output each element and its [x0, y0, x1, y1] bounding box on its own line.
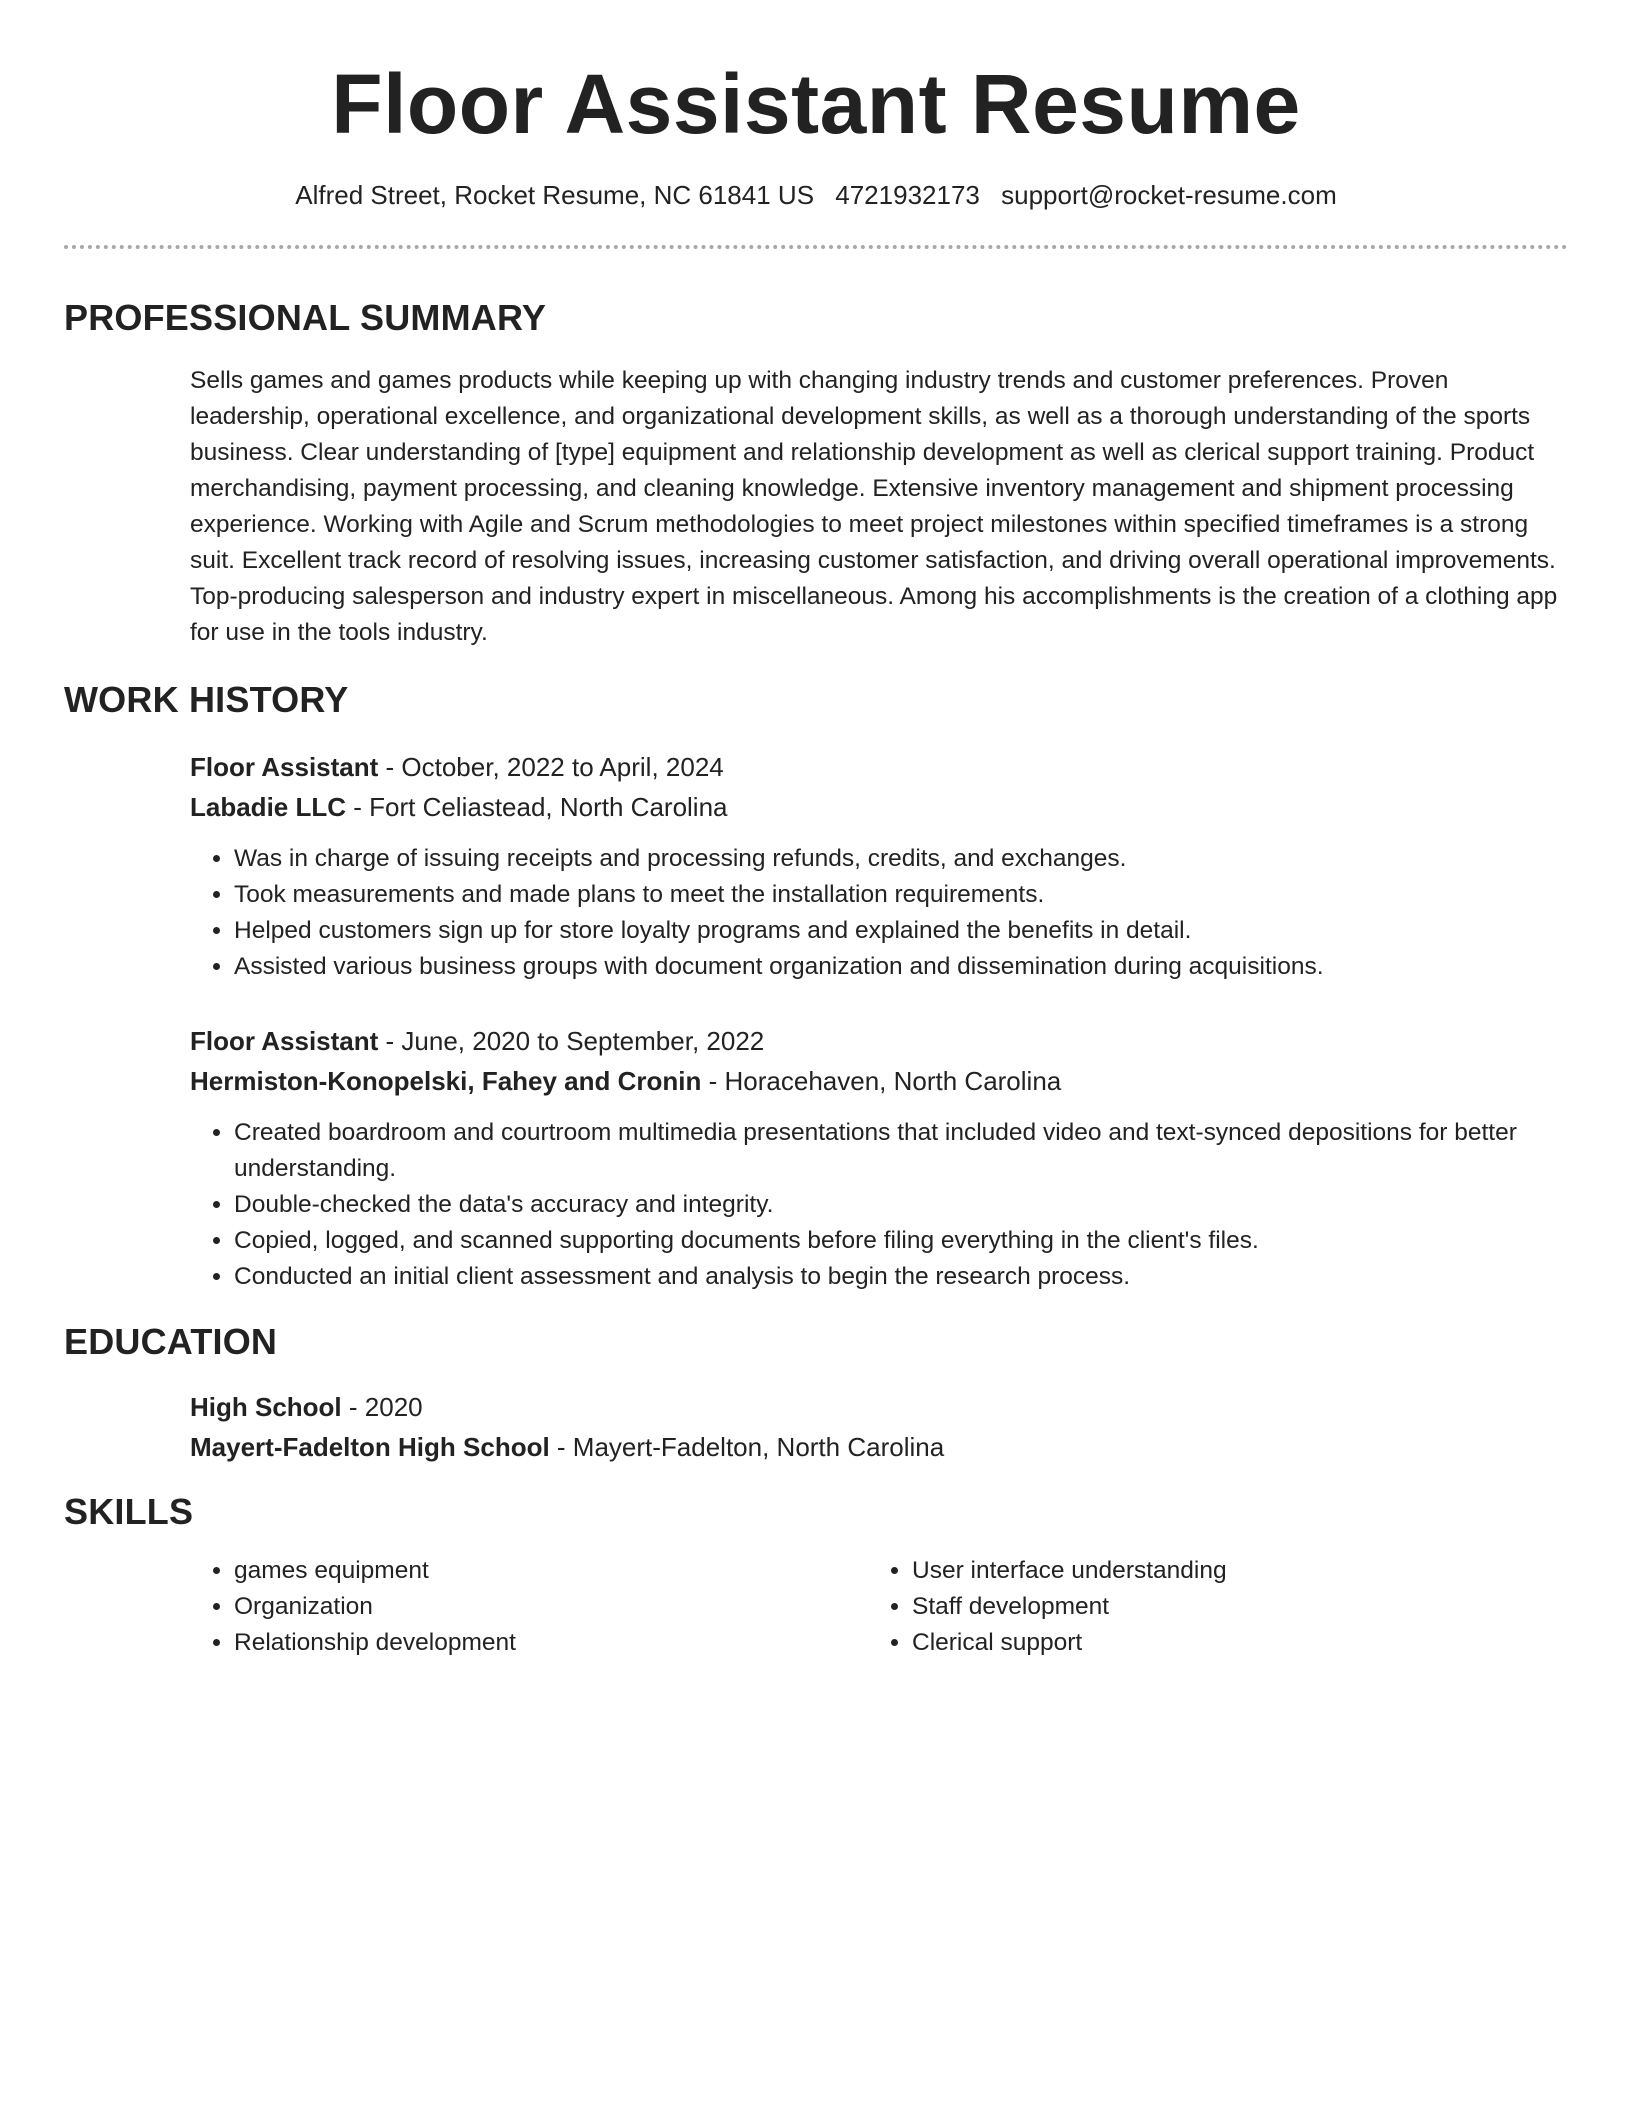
skill-item: • Staff development [912, 1589, 1546, 1625]
job-company: Labadie LLC [190, 792, 347, 822]
job-location: - Horacehaven, North Carolina [701, 1066, 1062, 1096]
job-title: Floor Assistant [190, 1026, 379, 1056]
header-divider [64, 245, 1568, 249]
job-duty: • Copied, logged, and scanned supporting documents before filing everything in the client's files. [234, 1223, 1568, 1259]
skill-item: • Relationship development [234, 1625, 868, 1661]
skills-heading: SKILLS [64, 1491, 194, 1532]
job-company-line [190, 787, 1568, 827]
job-dates: - June, 2020 to September, 2022 [378, 1026, 765, 1056]
work-history-heading: WORK HISTORY [64, 679, 349, 720]
contact-line [64, 180, 1568, 211]
job-company: Hermiston-Konopelski, Fahey and Cronin [190, 1066, 702, 1096]
work-history-list [190, 747, 1568, 1295]
resume-title: Floor Assistant Resume [331, 57, 1301, 151]
skills-column-left [190, 1553, 868, 1661]
job-duty: • Helped customers sign up for store loyalty programs and explained the benefits in detail. [234, 913, 1568, 949]
education-location: - Mayert-Fadelton, North Carolina [549, 1432, 945, 1462]
education-school: Mayert-Fadelton High School [190, 1432, 550, 1462]
job-duties [190, 841, 1568, 985]
job-duty: • Took measurements and made plans to meet the installation requirements. [234, 877, 1568, 913]
job-title-line [190, 747, 1568, 787]
job-duty: • Created boardroom and courtroom multimedia presentations that included video and text-synced depositions for better understanding. [234, 1115, 1568, 1187]
skills-column-right [868, 1553, 1546, 1661]
contact-phone: 4721932173 [835, 180, 980, 210]
education-degree-line [190, 1387, 1568, 1427]
contact-address: Alfred Street, Rocket Resume, NC 61841 US [295, 180, 815, 210]
job-duty: • Double-checked the data's accuracy and integrity. [234, 1187, 1568, 1223]
job-duties [190, 1115, 1568, 1295]
contact-email: support@rocket-resume.com [1001, 180, 1337, 210]
job-company-line [190, 1061, 1568, 1101]
job-entry [190, 747, 1568, 985]
summary-text: Sells games and games products while keeping up with changing industry trends and customer preferences. Proven leadership, operational excellence, and organizational development skills, as well as a thorough understanding of the sports business. Clear understanding of [type] equipment and relationship development as well as clerical support training. Product merchandising, payment processing, and cleaning knowledge. Extensive inventory management and shipment processing experience. Working with Agile and Scrum methodologies to meet project milestones within specified timeframes is a strong suit. Excellent track record of resolving issues, increasing customer satisfaction, and driving overall operational improvements. Top-producing salesperson and industry expert in miscellaneous. Among his accomplishments is the creation of a clothing app for use in the tools industry. [190, 367, 1558, 646]
job-duty: • Assisted various business groups with document organization and dissemination during acquisitions. [234, 949, 1568, 985]
job-dates: - October, 2022 to April, 2024 [378, 752, 724, 782]
job-location: - Fort Celiastead, North Carolina [346, 792, 728, 822]
job-title: Floor Assistant [190, 752, 379, 782]
summary-heading: PROFESSIONAL SUMMARY [64, 297, 547, 338]
job-duty: • Was in charge of issuing receipts and processing refunds, credits, and exchanges. [234, 841, 1568, 877]
education-school-line [190, 1427, 1568, 1467]
job-duty: • Conducted an initial client assessment and analysis to begin the research process. [234, 1259, 1568, 1295]
education-heading: EDUCATION [64, 1321, 278, 1362]
job-title-line [190, 1021, 1568, 1061]
skills-list [190, 1553, 1568, 1661]
education-entry [190, 1387, 1568, 1467]
skill-item: • Clerical support [912, 1625, 1546, 1661]
skill-item: • Organization [234, 1589, 868, 1625]
skill-item: • games equipment [234, 1553, 868, 1589]
education-year: - 2020 [341, 1392, 423, 1422]
education-degree: High School [190, 1392, 342, 1422]
skill-item: • User interface understanding [912, 1553, 1546, 1589]
job-entry [190, 1021, 1568, 1295]
